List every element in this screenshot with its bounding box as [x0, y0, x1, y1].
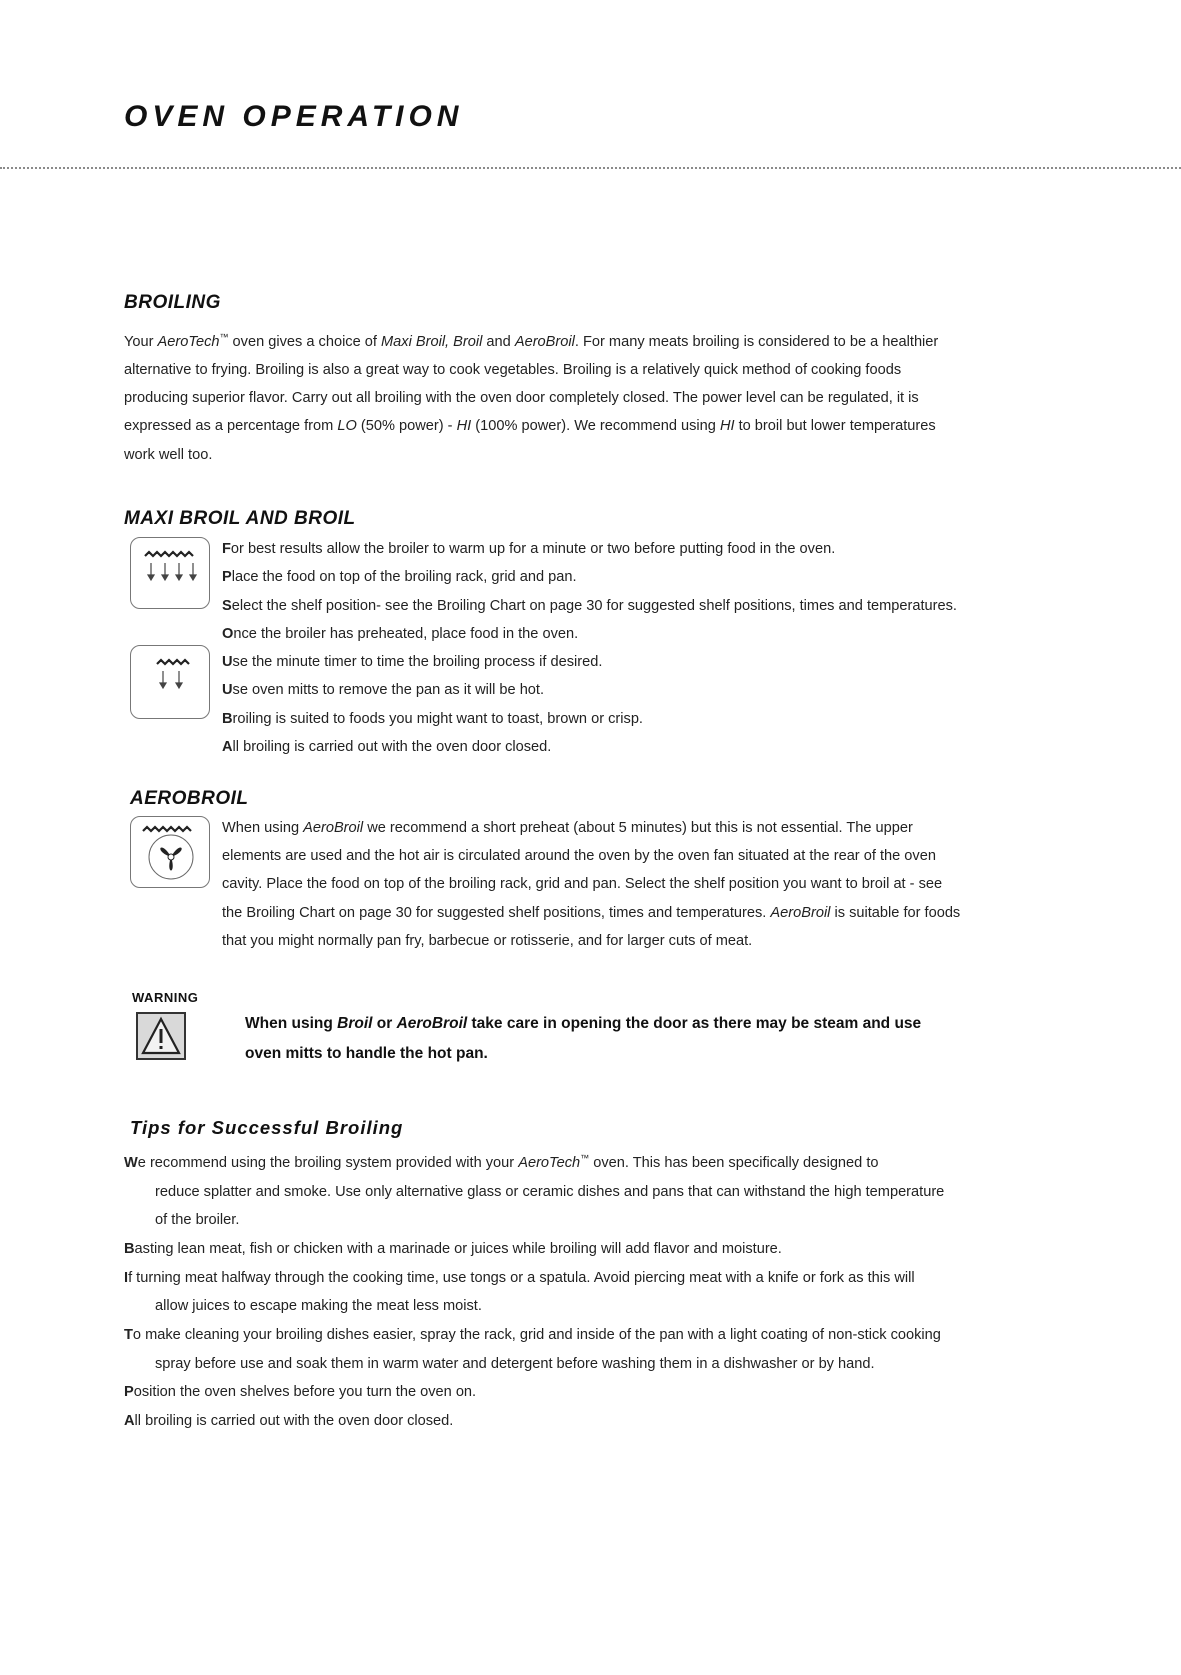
list-item: Position the oven shelves before you turn the oven on.: [124, 1384, 477, 1401]
page-title: OVEN OPERATION: [124, 100, 464, 133]
broil-element-icon: [130, 645, 210, 719]
broiling-line: Your AeroTech™ oven gives a choice of Maxi Broil, Broil and AeroBroil. For many meats broiling is considered to be a healthier: [124, 332, 939, 350]
aerobroil-paragraph: [222, 814, 960, 955]
tips-list: [124, 1144, 944, 1436]
list-item: We recommend using the broiling system provided with your AeroTech™ oven. This has been specifically designed to reduce splatter and smoke. Use only alternative glass or ceramic dishes and pans that can withstand the high temperature of the broiler.: [124, 1153, 945, 1229]
maxi-broil-heading: MAXI BROIL AND BROIL: [124, 508, 356, 529]
warning-message: [245, 1009, 921, 1069]
broiling-line: work well too.: [124, 446, 213, 463]
broiling-line: expressed as a percentage from LO (50% power) - HI (100% power). We recommend using HI to broil but lower temperatures: [124, 418, 936, 435]
aerobroil-fan-icon: [130, 816, 210, 888]
warning-line: oven mitts to handle the hot pan.: [245, 1045, 488, 1062]
aerobroil-heading: AEROBROIL: [130, 788, 249, 809]
list-item: Use the minute timer to time the broiling process if desired.: [222, 654, 603, 671]
warning-line: When using Broil or AeroBroil take care in opening the door as there may be steam and use: [245, 1015, 922, 1032]
maxi-broil-steps: [222, 535, 957, 761]
list-item: Once the broiler has preheated, place food in the oven.: [222, 625, 579, 642]
list-item: Place the food on top of the broiling rack, grid and pan.: [222, 569, 577, 586]
aerobroil-line: elements are used and the hot air is circulated around the oven by the oven fan situated at the rear of the oven: [222, 848, 936, 865]
aerobroil-line: the Broiling Chart on page 30 for suggested shelf positions, times and temperatures. AeroBroil is suitable for foods: [222, 904, 961, 921]
list-item: All broiling is carried out with the oven door closed.: [124, 1413, 454, 1430]
list-item: Broiling is suited to foods you might want to toast, brown or crisp.: [222, 710, 643, 727]
maxi-broil-element-icon: [130, 537, 210, 609]
broiling-line: alternative to frying. Broiling is also a great way to cook vegetables. Broiling is a relatively quick method of cooking foods: [124, 362, 902, 379]
list-item: Select the shelf position- see the Broiling Chart on page 30 for suggested shelf positions, times and temperatures.: [222, 597, 957, 614]
list-item: For best results allow the broiler to warm up for a minute or two before putting food in the oven.: [222, 541, 836, 557]
broiling-line: producing superior flavor. Carry out all broiling with the oven door completely closed. The power level can be regulated, it is: [124, 390, 919, 407]
tips-heading: Tips for Successful Broiling: [130, 1117, 404, 1138]
aerobroil-line: When using AeroBroil we recommend a short preheat (about 5 minutes) but this is not essential. The upper: [222, 820, 913, 836]
list-item: All broiling is carried out with the oven door closed.: [222, 739, 552, 756]
aerobroil-line: that you might normally pan fry, barbecue or rotisserie, and for larger cuts of meat.: [222, 932, 753, 949]
broiling-paragraph: [124, 323, 938, 469]
warning-triangle-icon: [136, 1012, 186, 1060]
list-item: If turning meat halfway through the cooking time, use tongs or a spatula. Avoid piercing meat with a knife or fork as this will allow juices to escape making the meat less moist.: [124, 1269, 915, 1315]
warning-label: WARNING: [132, 990, 199, 1005]
aerobroil-line: cavity. Place the food on top of the broiling rack, grid and pan. Select the shelf position you want to broil at - see: [222, 876, 943, 893]
list-item: Basting lean meat, fish or chicken with a marinade or juices while broiling will add flavor and moisture.: [124, 1240, 782, 1257]
broiling-heading: BROILING: [124, 292, 221, 313]
title-divider: [0, 167, 1181, 169]
list-item: To make cleaning your broiling dishes easier, spray the rack, grid and inside of the pan with a light coating of non-stick cooking spray before use and soak them in warm water and detergent before washing them in a dishwasher or by hand.: [124, 1327, 941, 1372]
list-item: Use oven mitts to remove the pan as it will be hot.: [222, 682, 545, 699]
